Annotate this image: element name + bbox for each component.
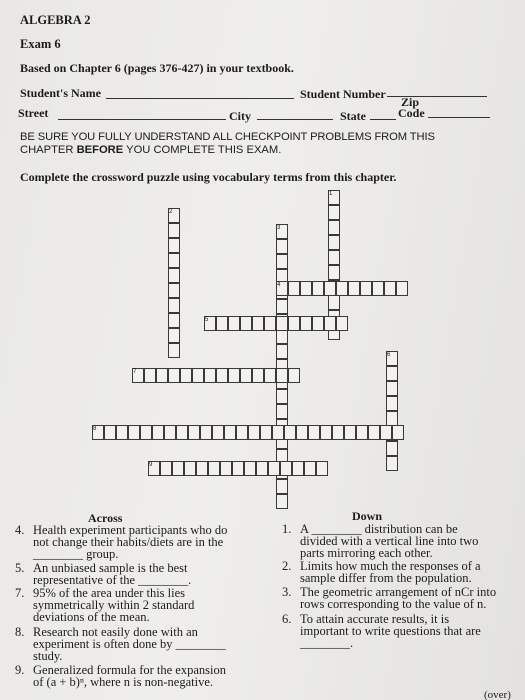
clue-number-label: 8. — [15, 625, 25, 639]
notice-text: CHAPTER — [20, 144, 77, 156]
crossword-cell[interactable] — [276, 494, 288, 509]
crossword-cell[interactable] — [168, 223, 180, 238]
clue-line: Limits how much the responses of a — [300, 559, 481, 573]
crossword-cell[interactable] — [208, 461, 220, 476]
crossword-cell[interactable] — [220, 461, 232, 476]
city-label: City — [229, 109, 251, 123]
clue-number: 3 — [277, 225, 281, 231]
crossword-cell[interactable] — [276, 254, 288, 269]
clue-line: ________. — [300, 636, 354, 650]
crossword-cell[interactable] — [216, 316, 228, 331]
clue-line: deviations of the mean. — [33, 610, 150, 624]
crossword-cell[interactable] — [396, 281, 408, 296]
crossword-cell[interactable] — [276, 239, 288, 254]
crossword-cell[interactable] — [372, 281, 384, 296]
clue-number: 1 — [329, 191, 333, 197]
crossword-cell[interactable] — [168, 313, 180, 328]
crossword-cell[interactable] — [104, 425, 116, 440]
crossword-cell[interactable] — [332, 425, 344, 440]
page-footer: (over) — [484, 689, 511, 700]
crossword-cell[interactable] — [168, 298, 180, 313]
crossword-cell[interactable] — [240, 368, 252, 383]
student-number-label: Student Number — [300, 87, 386, 101]
instructions: Complete the crossword puzzle using vocabulary terms from this chapter. — [20, 170, 397, 184]
crossword-cell[interactable] — [248, 425, 260, 440]
crossword-cell[interactable] — [176, 425, 188, 440]
crossword-cell[interactable] — [272, 425, 284, 440]
clue-number-label: 7. — [15, 586, 25, 600]
crossword-cell[interactable] — [386, 381, 398, 396]
crossword-cell[interactable] — [292, 461, 304, 476]
clue-number-label: 9. — [15, 663, 25, 677]
crossword-cell[interactable] — [276, 479, 288, 494]
clue-number-label: 2. — [282, 559, 292, 573]
crossword-cell[interactable] — [356, 425, 368, 440]
crossword-cell[interactable] — [386, 441, 398, 456]
crossword-cell[interactable] — [288, 281, 300, 296]
clue-number-label: 6. — [282, 612, 292, 626]
clue-line: study. — [33, 649, 63, 663]
crossword-cell[interactable] — [312, 281, 324, 296]
crossword-cell[interactable] — [328, 265, 340, 280]
crossword-cell[interactable] — [252, 368, 264, 383]
notice-line-1: BE SURE YOU FULLY UNDERSTAND ALL CHECKPOINT PROBLEMS FROM THIS — [20, 131, 435, 143]
clue-number-label: 5. — [15, 561, 25, 575]
crossword-cell[interactable] — [320, 425, 332, 440]
clue-line: The geometric arrangement of nCr into — [300, 585, 497, 599]
crossword-cell[interactable] — [304, 461, 316, 476]
crossword-cell[interactable] — [192, 368, 204, 383]
crossword-cell[interactable] — [344, 425, 356, 440]
clue-line: experiment is often done by ________ — [33, 637, 226, 651]
across-clue — [15, 625, 263, 663]
crossword-cell[interactable] — [188, 425, 200, 440]
clue-line: representative of the ________. — [33, 573, 192, 587]
crossword-cell[interactable] — [386, 396, 398, 411]
crossword-cell[interactable] — [264, 316, 276, 331]
crossword-cell[interactable] — [276, 299, 288, 314]
crossword-cell[interactable] — [324, 316, 336, 331]
clue-line: An unbiased sample is the best — [33, 561, 188, 575]
crossword-cell[interactable] — [328, 235, 340, 250]
crossword-cell[interactable] — [156, 368, 168, 383]
crossword-cell[interactable] — [328, 250, 340, 265]
crossword-cell[interactable] — [168, 268, 180, 283]
crossword-cell[interactable] — [308, 425, 320, 440]
crossword-cell[interactable] — [172, 461, 184, 476]
crossword-cell[interactable] — [280, 461, 292, 476]
chapter-info: Based on Chapter 6 (pages 376-427) in your textbook. — [20, 61, 294, 75]
crossword-cell[interactable] — [164, 425, 176, 440]
down-clue — [282, 559, 515, 585]
crossword-cell[interactable] — [312, 316, 324, 331]
crossword-cell[interactable] — [160, 461, 172, 476]
crossword-cell[interactable] — [276, 368, 288, 383]
clue-number: 7 — [133, 369, 137, 375]
crossword-cell[interactable] — [204, 368, 216, 383]
crossword-cell[interactable] — [236, 425, 248, 440]
zip-code-field[interactable] — [428, 117, 490, 118]
crossword-cell[interactable] — [348, 281, 360, 296]
crossword-cell[interactable] — [386, 366, 398, 381]
student-name-label: Student's Name — [20, 86, 102, 100]
crossword-cell[interactable] — [360, 281, 372, 296]
clue-line: 95% of the area under this lies — [33, 586, 186, 600]
crossword-cell[interactable] — [152, 425, 164, 440]
crossword-cell[interactable] — [386, 411, 398, 426]
crossword-cell[interactable] — [276, 404, 288, 419]
crossword-cell[interactable] — [168, 328, 180, 343]
clue-number: 6 — [387, 352, 391, 358]
crossword-cell[interactable] — [386, 456, 398, 471]
clue-line: To attain accurate results, it is — [300, 612, 450, 626]
crossword-cell[interactable] — [296, 425, 308, 440]
clue-number: 5 — [205, 317, 209, 323]
zip-label-line2: Code — [398, 106, 425, 120]
crossword-cell[interactable] — [168, 253, 180, 268]
crossword-cell[interactable] — [384, 281, 396, 296]
clue-line: Generalized formula for the expansion — [33, 663, 226, 677]
crossword-cell[interactable] — [328, 295, 340, 310]
crossword-cell[interactable] — [276, 389, 288, 404]
crossword-cell[interactable] — [276, 329, 288, 344]
crossword-cell[interactable] — [336, 316, 348, 331]
crossword-cell[interactable] — [276, 316, 288, 331]
clue-number-label: 1. — [282, 522, 292, 536]
crossword-cell[interactable] — [232, 461, 244, 476]
crossword-cell[interactable] — [228, 368, 240, 383]
crossword-cell[interactable] — [284, 425, 296, 440]
crossword-cell[interactable] — [288, 316, 300, 331]
crossword-cell[interactable] — [196, 461, 208, 476]
crossword-cell[interactable] — [380, 425, 392, 440]
clue-number: 9 — [149, 462, 153, 468]
crossword-cell[interactable] — [224, 425, 236, 440]
crossword-cell[interactable] — [276, 344, 288, 359]
crossword-cell[interactable] — [168, 283, 180, 298]
down-clue — [282, 522, 515, 560]
crossword-cell[interactable] — [288, 368, 300, 383]
crossword-cell[interactable] — [392, 425, 404, 440]
crossword-cell[interactable] — [180, 368, 192, 383]
crossword-cell[interactable] — [336, 281, 348, 296]
crossword-cell[interactable] — [240, 316, 252, 331]
crossword-cell[interactable] — [228, 316, 240, 331]
down-clue — [282, 585, 515, 611]
crossword-cell[interactable] — [244, 461, 256, 476]
across-clue — [15, 663, 263, 689]
crossword-cell[interactable] — [168, 368, 180, 383]
clue-line: Research not easily done with an — [33, 625, 198, 639]
clue-line: important to write questions that are — [300, 624, 481, 638]
clue-number: 4 — [277, 282, 281, 288]
across-clue — [15, 586, 263, 624]
notice-emphasis: BEFORE — [76, 144, 124, 156]
across-heading: Across — [88, 511, 123, 525]
clue-number: 2 — [169, 209, 173, 215]
clue-line: ________ group. — [33, 547, 119, 561]
exam-title: Exam 6 — [20, 37, 61, 51]
crossword-cell[interactable] — [128, 425, 140, 440]
notice-line-2 — [20, 145, 281, 156]
crossword-cell[interactable] — [212, 425, 224, 440]
crossword-cell[interactable] — [116, 425, 128, 440]
street-field[interactable] — [58, 119, 226, 120]
crossword-cell[interactable] — [300, 281, 312, 296]
clue-line: Health experiment participants who do — [33, 523, 228, 537]
crossword-cell[interactable] — [168, 343, 180, 358]
crossword-cell[interactable] — [328, 205, 340, 220]
crossword-cell[interactable] — [368, 425, 380, 440]
crossword-cell[interactable] — [184, 461, 196, 476]
clue-number: 8 — [93, 426, 97, 432]
clue-line: parts mirroring each other. — [300, 546, 433, 560]
notice-text-end: YOU COMPLETE THIS EXAM. — [123, 144, 282, 156]
clue-number-label: 4. — [15, 523, 25, 537]
zip-label-line1: Zip — [401, 95, 420, 109]
clue-line: symmetrically within 2 standard — [33, 598, 195, 612]
clue-line: rows corresponding to the value of n. — [300, 597, 487, 611]
across-clue — [15, 561, 263, 587]
down-clue — [282, 612, 515, 650]
crossword-cell[interactable] — [144, 368, 156, 383]
crossword-cell[interactable] — [216, 368, 228, 383]
clue-number-label: 3. — [282, 585, 292, 599]
clue-line: not change their habits/diets are in the — [33, 535, 224, 549]
crossword-cell[interactable] — [316, 461, 328, 476]
course-title: ALGEBRA 2 — [20, 13, 91, 27]
clue-line: of (a + b)ⁿ, where n is non-negative. — [33, 675, 214, 689]
clue-line: A ________ distribution can be — [300, 522, 458, 536]
down-heading: Down — [352, 509, 383, 523]
clue-line: divided with a vertical line into two — [300, 534, 479, 548]
state-label: State — [340, 109, 366, 123]
crossword-cell[interactable] — [252, 316, 264, 331]
crossword-cell[interactable] — [328, 220, 340, 235]
crossword-cell[interactable] — [140, 425, 152, 440]
street-label: Street — [18, 106, 49, 120]
state-field[interactable] — [370, 119, 396, 120]
crossword-cell[interactable] — [200, 425, 212, 440]
crossword-cell[interactable] — [260, 425, 272, 440]
clue-line: sample differ from the population. — [300, 571, 472, 585]
crossword-cell[interactable] — [168, 238, 180, 253]
city-field[interactable] — [257, 119, 333, 120]
across-clue — [15, 523, 263, 561]
student-name-field[interactable] — [106, 98, 294, 99]
crossword-cell[interactable] — [300, 316, 312, 331]
crossword-cell[interactable] — [256, 461, 268, 476]
crossword-cell[interactable] — [324, 281, 336, 296]
crossword-cell[interactable] — [264, 368, 276, 383]
crossword-cell[interactable] — [268, 461, 280, 476]
